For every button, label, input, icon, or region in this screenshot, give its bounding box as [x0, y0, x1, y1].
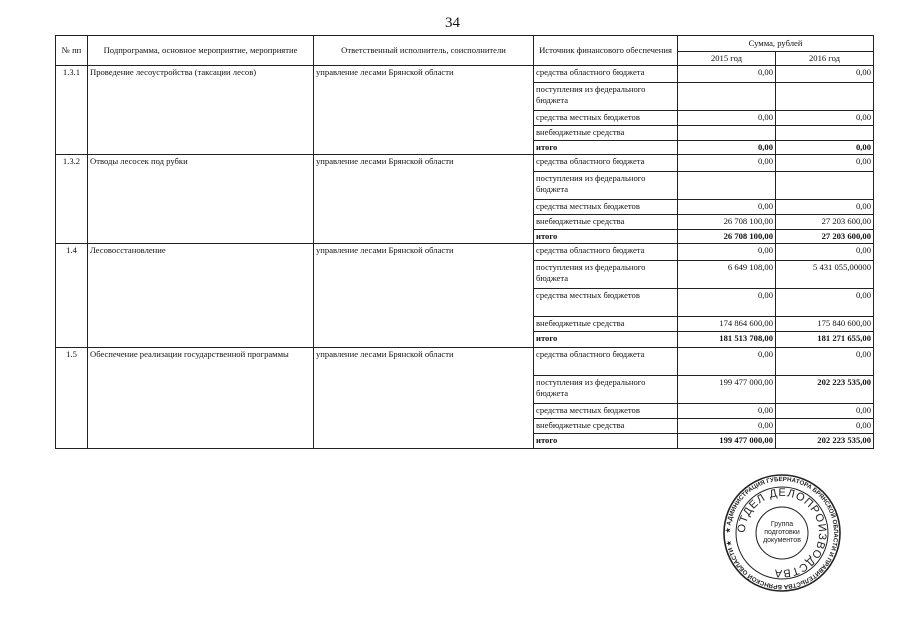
amount-2015: 199 477 000,00: [678, 376, 776, 404]
amount-2015: [678, 83, 776, 111]
page-number: 34: [445, 15, 460, 31]
amount-2015: 0,00: [678, 141, 776, 155]
table-body: [56, 66, 874, 449]
table-row: [56, 66, 874, 83]
amount-2015: 0,00: [678, 404, 776, 419]
row-number: 1.4: [56, 244, 88, 348]
header-2016: 2016 год: [776, 52, 874, 66]
amount-2016: 27 203 600,00: [776, 230, 874, 244]
header-num: № пп: [56, 36, 88, 66]
executor-name: управление лесами Брянской области: [314, 66, 534, 155]
amount-2015: 6 649 108,00: [678, 261, 776, 289]
amount-2016: 27 203 600,00: [776, 215, 874, 230]
funding-source: средства областного бюджета: [534, 244, 678, 261]
amount-2015: 26 708 100,00: [678, 215, 776, 230]
funding-source: средства областного бюджета: [534, 348, 678, 376]
amount-2015: 0,00: [678, 348, 776, 376]
funding-source: средства местных бюджетов: [534, 111, 678, 126]
amount-2016: 5 431 055,00000: [776, 261, 874, 289]
activity-name: Отводы лесосек под рубки: [88, 155, 314, 244]
amount-2015: 0,00: [678, 244, 776, 261]
amount-2016: [776, 83, 874, 111]
amount-2016: 0,00: [776, 289, 874, 317]
row-number: 1.3.1: [56, 66, 88, 155]
header-2015: 2015 год: [678, 52, 776, 66]
funding-source: поступления из федерального бюджета: [534, 376, 678, 404]
svg-text:Группаподготовкидокументов: Группа подготовки документов: [763, 521, 801, 544]
funding-source: поступления из федерального бюджета: [534, 172, 678, 200]
funding-source: поступления из федерального бюджета: [534, 83, 678, 111]
funding-source: средства областного бюджета: [534, 155, 678, 172]
amount-2016: 0,00: [776, 348, 874, 376]
funding-source: поступления из федерального бюджета: [534, 261, 678, 289]
amount-2016: 0,00: [776, 419, 874, 434]
funding-source: внебюджетные средства: [534, 317, 678, 332]
amount-2015: 0,00: [678, 111, 776, 126]
row-number: 1.5: [56, 348, 88, 449]
amount-2016: 0,00: [776, 155, 874, 172]
amount-2015: 0,00: [678, 66, 776, 83]
activity-name: Обеспечение реализации государственной программы: [88, 348, 314, 449]
amount-2016: [776, 126, 874, 141]
amount-2016: 181 271 655,00: [776, 332, 874, 348]
table-row: [56, 155, 874, 172]
activity-name: Проведение лесоустройства (таксации лесов): [88, 66, 314, 155]
amount-2015: [678, 172, 776, 200]
amount-2016: 0,00: [776, 200, 874, 215]
funding-source: внебюджетные средства: [534, 126, 678, 141]
funding-source: средства местных бюджетов: [534, 404, 678, 419]
amount-2016: 202 223 535,00: [776, 376, 874, 404]
amount-2015: 181 513 708,00: [678, 332, 776, 348]
amount-2016: 0,00: [776, 244, 874, 261]
amount-2016: 202 223 535,00: [776, 434, 874, 449]
amount-2015: 199 477 000,00: [678, 434, 776, 449]
header-sum: Сумма, рублей: [678, 36, 874, 52]
svg-text:ОТДЕЛ ДЕЛОПРОИЗВОДСТВА: ОТДЕЛ ДЕЛОПРОИЗВОДСТВА: [735, 486, 829, 580]
header-program: Подпрограмма, основное мероприятие, мероприятие: [88, 36, 314, 66]
row-number: 1.3.2: [56, 155, 88, 244]
amount-2015: 174 864 600,00: [678, 317, 776, 332]
amount-2016: 175 840 600,00: [776, 317, 874, 332]
executor-name: управление лесами Брянской области: [314, 348, 534, 449]
funding-source: внебюджетные средства: [534, 215, 678, 230]
executor-name: управление лесами Брянской области: [314, 244, 534, 348]
funding-source: итого: [534, 230, 678, 244]
amount-2016: [776, 172, 874, 200]
funding-source: средства местных бюджетов: [534, 289, 678, 317]
amount-2015: [678, 126, 776, 141]
amount-2016: 0,00: [776, 66, 874, 83]
funding-source: итого: [534, 332, 678, 348]
funding-source: средства областного бюджета: [534, 66, 678, 83]
amount-2016: 0,00: [776, 141, 874, 155]
funding-source: средства местных бюджетов: [534, 200, 678, 215]
funding-source: итого: [534, 434, 678, 449]
amount-2015: 0,00: [678, 155, 776, 172]
amount-2016: 0,00: [776, 404, 874, 419]
header-executor: Ответственный исполнитель, соисполнители: [314, 36, 534, 66]
funding-source: внебюджетные средства: [534, 419, 678, 434]
table-row: [56, 244, 874, 261]
activity-name: Лесовосстановление: [88, 244, 314, 348]
budget-table: [55, 35, 874, 449]
amount-2015: 0,00: [678, 289, 776, 317]
funding-source: итого: [534, 141, 678, 155]
amount-2016: 0,00: [776, 111, 874, 126]
table-row: [56, 348, 874, 376]
office-stamp: [722, 473, 842, 593]
amount-2015: 26 708 100,00: [678, 230, 776, 244]
amount-2015: 0,00: [678, 419, 776, 434]
amount-2015: 0,00: [678, 200, 776, 215]
svg-text:★ АДМИНИСТРАЦИЯ ГУБЕРНАТОРА БР: ★ АДМИНИСТРАЦИЯ ГУБЕРНАТОРА БРЯНСКОЙ ОБЛАСТИ И ПРАВИТЕЛЬСТВА БРЯНСКОЙ ОБЛАСТИ ★: [724, 475, 840, 591]
executor-name: управление лесами Брянской области: [314, 155, 534, 244]
header-source: Источник финансового обеспечения: [534, 36, 678, 66]
